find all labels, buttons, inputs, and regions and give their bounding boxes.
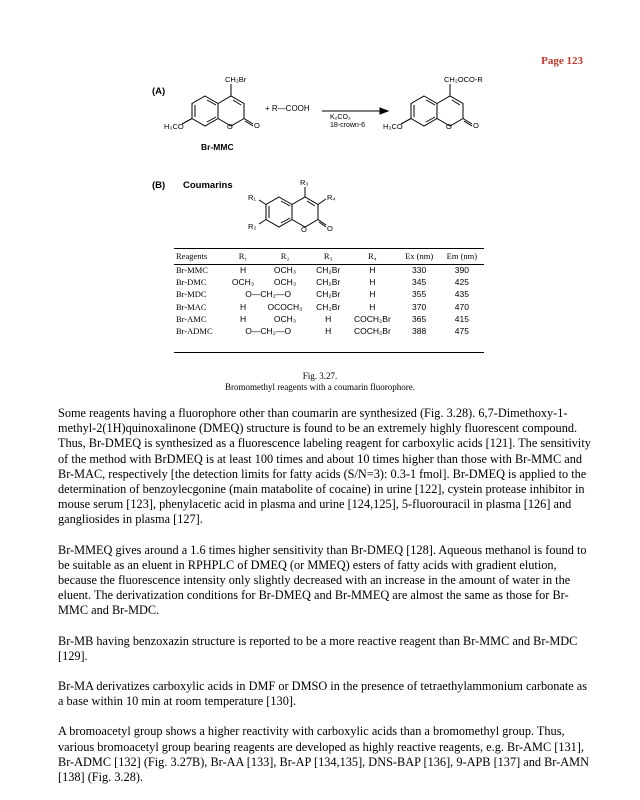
cell-em: 470	[454, 301, 469, 312]
cell-r2: OCH₃	[273, 277, 297, 288]
cell-r4: COCH₂Br	[353, 313, 391, 324]
header-r2: R₂	[280, 251, 290, 261]
table-header-row	[174, 248, 484, 264]
cell-em: 415	[454, 313, 469, 324]
table-row	[174, 313, 484, 325]
panel-a-label: (A)	[152, 86, 166, 97]
reagents-table	[174, 248, 484, 337]
paragraph: A bromoacetyl group shows a higher reactivity with carboxylic acids than a bromomethyl group. Thus, various bromoacetyl group bearing reagents are developed as highly reactive reagents, e.g. Br-AMC [131], Br-ADMC [132] (Fig. 3.27B), Br-AA [133], Br-AP [134,135], DNS-BAP [136], 9-APB [137] and Br-AMN [138] (Fig. 3.28).	[58, 724, 589, 785]
table-row	[174, 301, 484, 313]
core-carbonyl-o-label: O	[327, 224, 333, 233]
cell-reagent: Br-MDC	[176, 289, 207, 300]
cell-reagent: Br-MAC	[176, 301, 207, 312]
table-row	[174, 288, 484, 300]
cell-r3: CH₂Br	[316, 289, 341, 300]
cell-reagent: Br-MMC	[176, 265, 208, 276]
cell-r3: CH₂Br	[316, 301, 341, 312]
condition-base-label: K₂CO₃	[330, 114, 351, 121]
reagent-ch2br-label: CH₂Br	[225, 75, 247, 84]
reagent-ring-o-label: O	[227, 122, 233, 131]
cell-r2: OCH₃	[273, 265, 297, 276]
cell-r2: OCH₃	[273, 313, 297, 324]
core-r3-label: R₃	[300, 178, 309, 187]
table-row	[174, 276, 484, 288]
cell-r3: H	[325, 313, 332, 324]
core-coumarin-structure	[259, 187, 326, 227]
cell-reagent: Br-AMC	[176, 313, 207, 324]
product-coumarin-structure	[401, 84, 472, 126]
cell-r3: H	[325, 326, 332, 337]
cell-r1: H	[240, 265, 247, 276]
cell-r4: H	[369, 289, 376, 300]
cell-reagent: Br-ADMC	[176, 326, 213, 337]
cell-r1: H	[240, 301, 247, 312]
cell-r1: H	[240, 313, 247, 324]
cell-em: 425	[454, 277, 469, 288]
reagent-h3co-label: H₃CO	[164, 122, 184, 131]
cell-r3: CH₂Br	[316, 265, 341, 276]
figure-caption-title: Fig. 3.27.	[302, 371, 338, 381]
product-ring-o-label: O	[446, 122, 452, 131]
reagent-name-label: Br-MMC	[201, 142, 234, 152]
product-carbonyl-o-label: O	[473, 121, 479, 130]
cell-ex: 388	[412, 326, 427, 337]
cell-r1-r2-bridge: O—CH₂—O	[245, 326, 292, 337]
product-h3co-label: H₃CO	[383, 122, 403, 131]
cell-ex: 330	[412, 265, 427, 276]
core-ring-o-label: O	[301, 225, 307, 234]
cell-ex: 355	[412, 289, 427, 300]
paragraph: Br-MMEQ gives around a 1.6 times higher sensitivity than Br-DMEQ [128]. Aqueous methanol is found to be suitable as an eluent in RPHPLC of DMEQ (or MMEQ) esters of fatty acids with gradient elution, because the fluorescence intensity only slightly decreased with an increase in the amount of water in the eluent. The derivatization conditions for Br-DMEQ and Br-MMEQ are almost the same as those for Br-MMC and Br-MDC.	[58, 542, 587, 618]
cell-r4: H	[369, 277, 376, 288]
table-row	[174, 325, 484, 337]
carboxylic-acid-label: + R—COOH	[265, 104, 310, 113]
reagent-coumarin-structure	[182, 84, 253, 126]
header-r1: R₁	[238, 251, 248, 261]
paragraph: Br-MB having benzoxazin structure is reported to be a more reactive reagent than Br-MMC and Br-MDC [129].	[58, 633, 578, 663]
product-ester-label: CH₂OCO-R	[444, 75, 483, 84]
header-r3: R₃	[323, 251, 333, 261]
cell-ex: 365	[412, 313, 427, 324]
header-ex: Ex (nm)	[405, 251, 434, 261]
cell-r4: H	[369, 301, 376, 312]
figure-caption-text: Bromomethyl reagents with a coumarin fluorophore.	[225, 382, 415, 392]
condition-crown-label: 18-crown-6	[330, 122, 366, 129]
header-em: Em (nm)	[446, 251, 478, 261]
core-r1-label: R₁	[248, 193, 256, 202]
header-r4: R₄	[368, 251, 377, 261]
page-number: Page 123	[541, 55, 583, 67]
cell-ex: 345	[412, 277, 427, 288]
cell-r1: OCH₃	[231, 277, 255, 288]
cell-reagent: Br-DMC	[176, 277, 207, 288]
header-reagents: Reagents	[176, 251, 208, 261]
paragraph: Br-MA derivatizes carboxylic acids in DMF or DMSO in the presence of tetraethylammonium carbonate as a base within 10 min at room temperature [130].	[58, 679, 588, 709]
cell-r3: CH₂Br	[316, 277, 341, 288]
cell-ex: 370	[412, 301, 427, 312]
cell-r4: COCH₂Br	[353, 326, 391, 337]
core-r2-label: R₂	[248, 222, 257, 231]
cell-em: 435	[454, 289, 469, 300]
table-bottom-rule	[174, 352, 484, 353]
core-r4-label: R₄	[327, 193, 336, 202]
cell-em: 475	[454, 326, 469, 337]
reagent-carbonyl-o-label: O	[254, 121, 260, 130]
cell-r1-r2-bridge: O—CH₂—O	[245, 289, 292, 300]
cell-r2: OCOCH₃	[267, 301, 303, 312]
table-row	[174, 264, 484, 276]
cell-r4: H	[369, 265, 376, 276]
panel-b-label: (B)	[152, 180, 166, 191]
panel-b-title: Coumarins	[183, 180, 233, 191]
paragraph: Some reagents having a fluorophore other than coumarin are synthesized (Fig. 3.28). 6,7-Dimethoxy-1-methyl-2(1H)quinoxalinone (DMEQ) structure is found to be an extremely highly fluorescent compound. Thus, Br-DMEQ is synthesized as a fluorescence labeling reagent for carboxylic acids [121]. The sensitivity of the method with BrDMEQ is at least 100 times and about 10 times higher than those with Br-MMC and Br-MAC, respectively [the detection limits for fatty acids (S/N=3): 0.3-1 fmol]. Br-DMEQ is applied to the determination of benzoylecgonine (main matabolite of cocaine) in urine [122], cystein protease inhibitor in mouse serum [123], phenylacetic acid in plasma and urine [124,125], 5-fluorouracil in plasma [126] and gangliosides in plasma [127].	[58, 406, 591, 527]
cell-em: 390	[454, 265, 469, 276]
body-text	[58, 406, 592, 800]
